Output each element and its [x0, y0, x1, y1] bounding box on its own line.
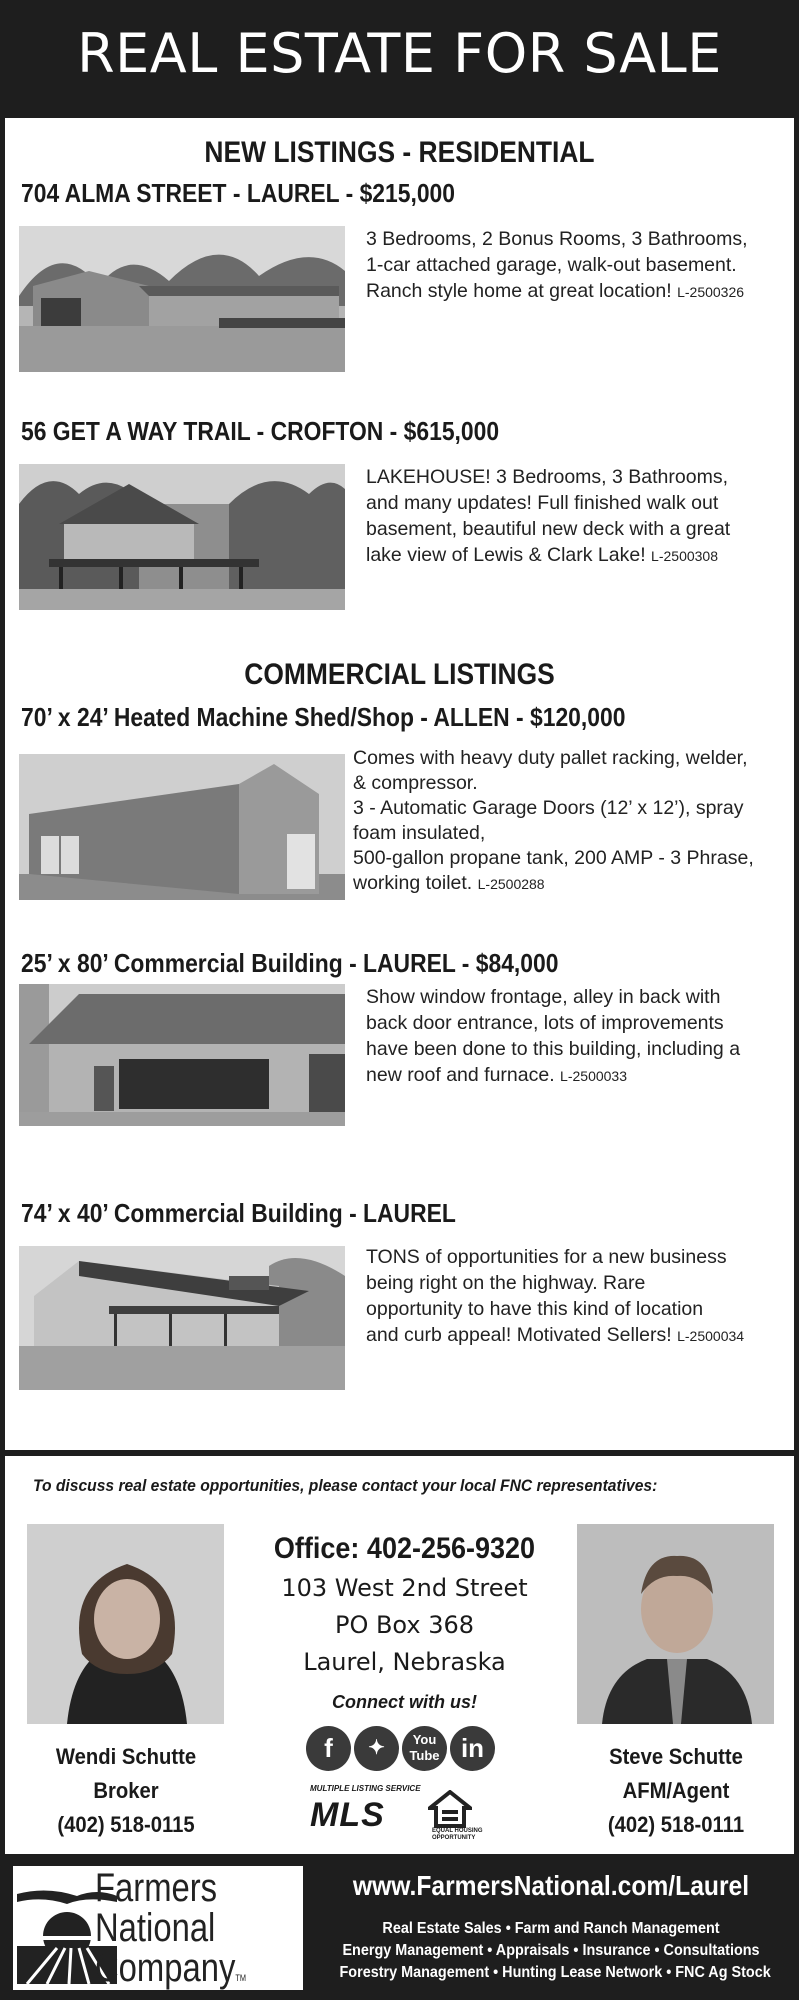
listing-description: [366, 1244, 791, 1349]
description-line: being right on the highway. Rare: [366, 1272, 646, 1294]
description-line: 500-gallon propane tank, 200 AMP - 3 Phrase,: [353, 847, 754, 869]
equal-housing-text: [432, 1828, 483, 1842]
agent-name: Wendi Schutte: [55, 1744, 197, 1769]
listing-description: [353, 746, 793, 897]
mls-text: MLS: [310, 1796, 385, 1834]
office-phone[interactable]: Office: 402-256-9320: [273, 1532, 536, 1565]
address-line: Laurel, Nebraska: [303, 1648, 506, 1676]
facebook-icon[interactable]: f: [306, 1726, 351, 1771]
equal-housing-icon: [428, 1790, 472, 1828]
agent-title: Broker: [93, 1778, 159, 1803]
agent-phone[interactable]: (402) 518-0111: [607, 1812, 745, 1837]
description-text: Ranch style home at great location!: [366, 280, 672, 302]
twitter-icon[interactable]: ✦: [354, 1726, 399, 1771]
linkedin-icon[interactable]: in: [450, 1726, 495, 1771]
listing-title: 704 ALMA STREET - LAUREL - $215,000: [21, 178, 456, 208]
equal-housing-line: EQUAL HOUSING: [432, 1828, 483, 1834]
listing-description: [366, 226, 786, 305]
page-title: REAL ESTATE FOR SALE: [77, 22, 722, 85]
description-line: and many updates! Full finished walk out: [366, 492, 719, 514]
contact-section: [5, 1456, 794, 1854]
agent-info-steve: [579, 1740, 772, 1842]
logo-word-text: Company: [95, 1946, 236, 1990]
contact-intro: To discuss real estate opportunities, please contact your local FNC representatives:: [33, 1476, 658, 1495]
address-line: 103 West 2nd Street: [281, 1574, 528, 1602]
description-line: [366, 278, 786, 305]
listing-code: L-2500033: [560, 1068, 627, 1084]
description-text: lake view of Lewis & Clark Lake!: [366, 544, 646, 566]
services-line: Forestry Management • Hunting Lease Network • FNC Ag Stock: [339, 1964, 771, 1981]
listing-description: [366, 464, 786, 569]
description-line: Comes with heavy duty pallet racking, welder,: [353, 747, 748, 769]
services-line: Real Estate Sales • Farm and Ranch Management: [382, 1920, 720, 1937]
services-line: Energy Management • Appraisals • Insurance • Consultations: [342, 1942, 760, 1959]
listing-title: 25’ x 80’ Commercial Building - LAUREL - $84,000: [21, 948, 559, 978]
listing-code: L-2500288: [477, 876, 545, 892]
logo-word: [95, 1948, 246, 1998]
listing-photo-commercial-building: [19, 1246, 345, 1390]
equal-housing-line: OPPORTUNITY: [432, 1835, 476, 1841]
mls-logo: [310, 1784, 500, 1844]
listing-code: L-2500034: [677, 1328, 745, 1344]
description-line: 3 - Automatic Garage Doors (12’ x 12’), spray: [353, 797, 744, 819]
logo-wordmark: [95, 1868, 246, 1998]
logo-word: National: [95, 1906, 216, 1950]
address-line: PO Box 368: [334, 1611, 475, 1639]
description-line: opportunity to have this kind of location: [366, 1298, 704, 1320]
listing-description: [366, 984, 791, 1089]
listing-code: L-2500326: [677, 284, 745, 300]
description-line: [366, 542, 786, 569]
description-line: [366, 1322, 791, 1349]
connect-label: Connect with us!: [332, 1692, 477, 1712]
listing-title: 70’ x 24’ Heated Machine Shed/Shop - ALLEN - $120,000: [21, 702, 626, 732]
description-line: & compressor.: [353, 772, 478, 794]
footer: [0, 1856, 799, 2000]
agent-photo-steve: [577, 1524, 774, 1724]
trademark: TM: [235, 1973, 247, 1983]
description-line: TONS of opportunities for a new business: [366, 1246, 727, 1268]
agent-info-wendi: [29, 1740, 222, 1842]
farmers-national-logo: [13, 1866, 303, 1990]
description-line: [353, 871, 793, 897]
commercial-heading: COMMERCIAL LISTINGS: [244, 658, 555, 691]
description-line: Show window frontage, alley in back with: [366, 986, 721, 1008]
description-text: working toilet.: [353, 872, 473, 894]
office-address: [185, 1570, 624, 1681]
agent-name: Steve Schutte: [609, 1744, 743, 1769]
listing-title: 56 GET A WAY TRAIL - CROFTON - $615,000: [21, 416, 500, 446]
description-text: new roof and furnace.: [366, 1064, 555, 1086]
listing-photo-machine-shed: [19, 754, 345, 900]
header-banner: [0, 0, 799, 118]
listing-title: 74’ x 40’ Commercial Building - LAUREL: [21, 1198, 456, 1228]
description-line: have been done to this building, including a: [366, 1038, 741, 1060]
description-line: 3 Bedrooms, 2 Bonus Rooms, 3 Bathrooms,: [366, 228, 748, 250]
listing-code: L-2500308: [651, 548, 718, 564]
logo-word: Farmers: [95, 1866, 218, 1910]
residential-heading: NEW LISTINGS - RESIDENTIAL: [204, 136, 595, 169]
description-line: foam insulated,: [353, 822, 486, 844]
listing-photo-ranch-house: [19, 226, 345, 372]
website-link[interactable]: www.FarmersNational.com/Laurel: [352, 1870, 750, 1901]
agent-title: AFM/Agent: [622, 1778, 730, 1803]
description-line: [366, 1062, 791, 1089]
listing-photo-commercial-storefront: [19, 984, 345, 1126]
listing-photo-lakehouse: [19, 464, 345, 610]
description-line: back door entrance, lots of improvements: [366, 1012, 724, 1034]
description-line: basement, beautiful new deck with a great: [366, 518, 731, 540]
youtube-icon[interactable]: You Tube: [402, 1726, 447, 1771]
mls-caption: MULTIPLE LISTING SERVICE: [310, 1784, 421, 1793]
description-line: 1-car attached garage, walk-out basement.: [366, 254, 737, 276]
description-line: LAKEHOUSE! 3 Bedrooms, 3 Bathrooms,: [366, 466, 728, 488]
listings-panel: [5, 118, 794, 1450]
agent-phone[interactable]: (402) 518-0115: [57, 1812, 195, 1837]
description-text: and curb appeal! Motivated Sellers!: [366, 1324, 672, 1346]
